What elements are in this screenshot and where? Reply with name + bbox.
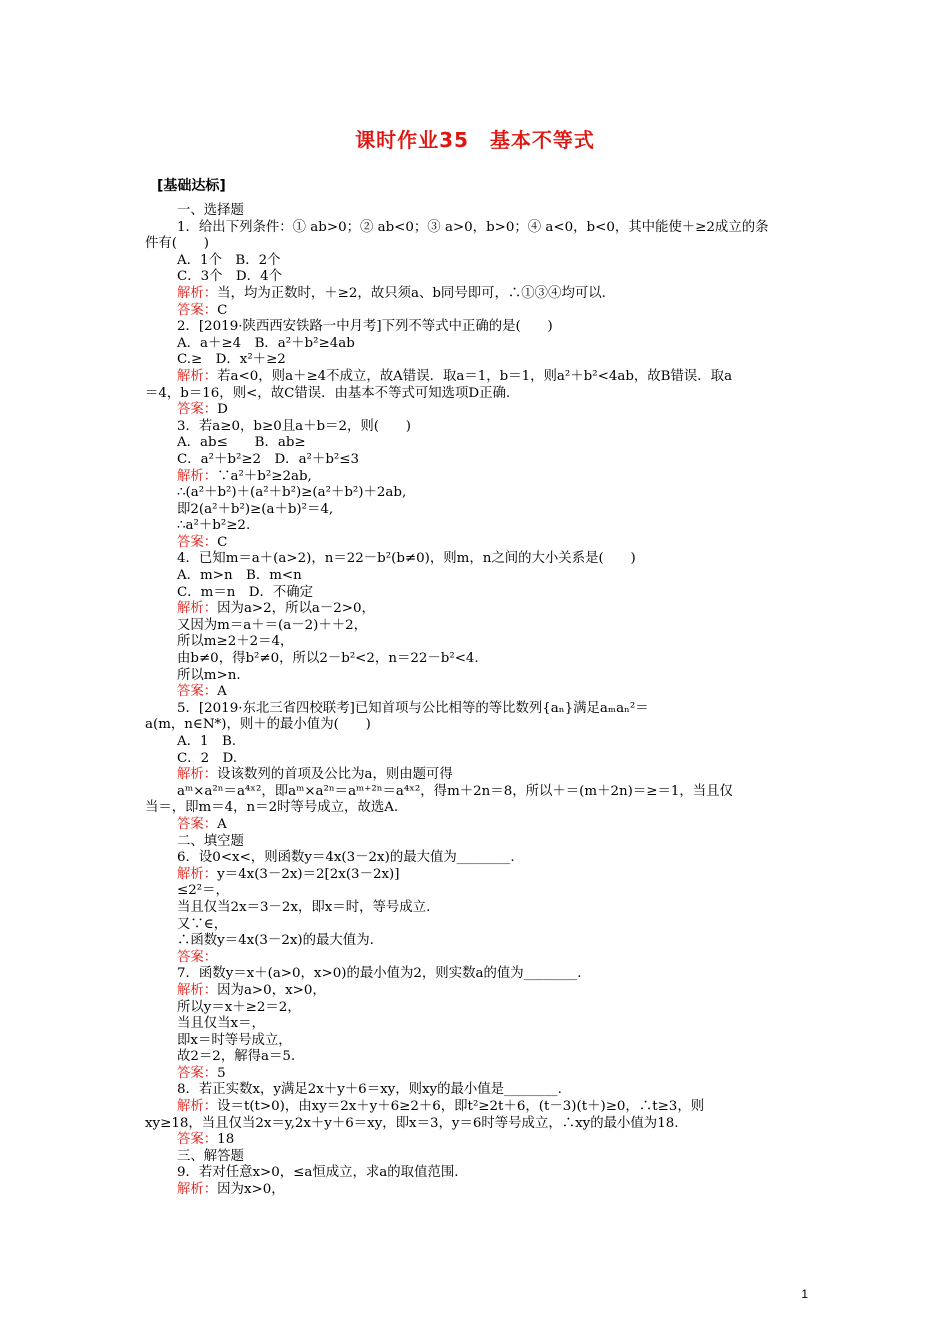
line-text: C．3个 D．4个 — [177, 269, 282, 285]
document-body — [145, 203, 810, 1199]
line-text: 所以y＝x＋≥2＝2， — [177, 999, 301, 1015]
line-text: 6．设0<x<，则函数y＝4x(3－2x)的最大值为________. — [177, 850, 515, 866]
text-line — [145, 502, 810, 519]
analysis-label: 解析： — [177, 368, 218, 384]
line-text: 设＝t(t>0)，由xy＝2x＋y＋6≥2＋6，即t²≥2t＋6，(t－3)(t＋)≥0，∴t≥3，则 — [217, 1099, 705, 1115]
line-text: ≤2²＝， — [177, 883, 229, 899]
text-line — [145, 917, 810, 934]
line-text: 4．已知m＝a＋(a>2)，n＝22－b²(b≠0)，则m，n之间的大小关系是( ) — [177, 551, 636, 567]
line-text: 所以m>n. — [177, 667, 241, 683]
text-line — [145, 966, 810, 983]
text-line — [145, 485, 810, 502]
text-line — [145, 269, 810, 286]
analysis-label: 解析： — [177, 601, 218, 617]
line-text: 即x＝时等号成立， — [177, 1032, 292, 1048]
text-line — [145, 220, 810, 237]
line-text: ∴(a²＋b²)＋(a²＋b²)≥(a²＋b²)＋2ab, — [177, 485, 407, 501]
line-text: C.≥ D．x²＋≥2 — [177, 352, 286, 368]
line-text: 8．若正实数x，y满足2x＋y＋6＝xy，则xy的最小值是________. — [177, 1082, 562, 1098]
line-text: C．2 D. — [177, 750, 238, 766]
line-text: C．a²＋b²≥2 D．a²＋b²≤3 — [177, 451, 359, 467]
text-line — [145, 303, 810, 320]
line-text: 又∵∈， — [177, 916, 228, 932]
text-line — [145, 203, 810, 220]
analysis-label: 解析： — [177, 1099, 218, 1115]
text-line — [145, 369, 810, 386]
line-text: 当＝，即m＝4，n＝2时等号成立，故选A. — [145, 800, 399, 816]
line-text: C — [217, 534, 228, 550]
line-text: ∴a²＋b²≥2. — [177, 518, 251, 534]
text-line — [145, 601, 810, 618]
line-text: 三、解答题 — [177, 1148, 244, 1164]
line-text: A．ab≤ B．ab≥ — [177, 435, 306, 451]
line-text: y＝4x(3－2x)＝2[2x(3－2x)] — [217, 866, 400, 882]
text-line — [145, 585, 810, 602]
text-line — [145, 1132, 810, 1149]
answer-label: 答案： — [177, 1132, 218, 1148]
line-text: 若a<0，则a＋≥4不成立，故A错误．取a＝1，b＝1，则a²＋b²<4ab，故B错误．取a — [217, 368, 733, 384]
analysis-label: 解析： — [177, 982, 218, 998]
text-line — [145, 701, 810, 718]
text-line — [145, 1149, 810, 1166]
line-text: A．1 B. — [177, 734, 237, 749]
text-line — [145, 286, 810, 303]
answer-label: 答案： — [177, 949, 218, 965]
line-text: 3．若a≥0，b≥0且a＋b＝2，则( ) — [177, 418, 411, 434]
line-text: ∴函数y＝4x(3－2x)的最大值为. — [177, 933, 374, 949]
line-text: 9．若对任意x>0，≤a恒成立，求a的取值范围. — [177, 1165, 459, 1181]
line-text: ∵a²＋b²≥2ab, — [217, 468, 312, 484]
text-line — [145, 983, 810, 1000]
text-line — [145, 784, 810, 801]
analysis-label: 解析： — [177, 285, 218, 301]
text-line — [145, 634, 810, 651]
line-text: 因为x>0， — [217, 1182, 285, 1198]
text-line — [145, 336, 810, 353]
analysis-label: 解析： — [177, 866, 218, 882]
answer-label: 答案： — [177, 684, 218, 700]
line-text: 因为a>2，所以a－2>0， — [217, 601, 375, 617]
text-line — [145, 767, 810, 784]
line-text: 由b≠0，得b²≠0，所以2－b²<2，n＝22－b²<4. — [177, 651, 479, 667]
text-line — [145, 435, 810, 452]
text-line — [145, 1116, 810, 1133]
analysis-label: 解析： — [177, 468, 218, 484]
answer-label: 答案： — [177, 1065, 218, 1081]
text-line — [145, 1182, 810, 1199]
text-line — [145, 1016, 810, 1033]
text-line — [145, 319, 810, 336]
line-text: 18 — [217, 1132, 235, 1148]
analysis-label: 解析： — [177, 1182, 218, 1198]
line-text: 所以m≥2＋2＝4， — [177, 634, 294, 650]
answer-label: 答案： — [177, 534, 218, 550]
text-line — [145, 402, 810, 419]
text-line — [145, 900, 810, 917]
line-text: 又因为m＝a＋＝(a－2)＋＋2， — [177, 617, 368, 633]
page-title: 课时作业35 基本不等式 — [355, 128, 595, 152]
text-line — [145, 1049, 810, 1066]
line-text: A — [217, 816, 227, 832]
line-text: C — [217, 302, 228, 318]
line-text: 5．[2019·东北三省四校联考]已知首项与公比相等的等比数列{aₙ}满足aₘaₙ²＝ — [177, 700, 649, 716]
text-line — [145, 883, 810, 900]
line-text: C．m＝n D．不确定 — [177, 584, 314, 600]
line-text: 一、选择题 — [177, 203, 244, 218]
line-text: 故2＝2，解得a＝5. — [177, 1049, 296, 1065]
text-line — [145, 452, 810, 469]
answer-label: 答案： — [177, 302, 218, 318]
text-line — [145, 668, 810, 685]
text-line — [145, 1165, 810, 1182]
text-line — [145, 1082, 810, 1099]
line-text: 1．给出下列条件：① ab>0；② ab<0；③ a>0，b>0；④ a<0，b<0，其中能使＋≥2成立的条 — [177, 219, 769, 235]
analysis-label: 解析： — [177, 767, 218, 783]
text-line — [145, 817, 810, 834]
line-text: ＝4，b＝16，则<，故C错误．由基本不等式可知选项D正确. — [145, 385, 511, 401]
text-line — [145, 469, 810, 486]
text-line — [145, 1033, 810, 1050]
text-line — [145, 352, 810, 369]
line-text: a(m，n∈N*)，则＋的最小值为( ) — [145, 717, 371, 733]
answer-label: 答案： — [177, 816, 218, 832]
line-text: aᵐ×a²ⁿ＝a⁴ˣ²，即aᵐ×a²ⁿ＝aᵐ⁺²ⁿ＝a⁴ˣ²，得m＋2n＝8，所以＋＝(m＋2n)＝≥＝1，当且仅 — [177, 783, 733, 799]
section-heading: [基础达标] — [157, 178, 226, 194]
line-text: 设该数列的首项及公比为a，则由题可得 — [217, 767, 453, 783]
text-line — [145, 1066, 810, 1083]
text-line — [145, 717, 810, 734]
text-line — [145, 1099, 810, 1116]
text-line — [145, 568, 810, 585]
text-line — [145, 834, 810, 851]
line-text: 5 — [217, 1065, 226, 1081]
line-text: xy≥18，当且仅当2x＝y,2x＋y＋6＝xy，即x＝3，y＝6时等号成立，∴xy的最小值为18. — [145, 1115, 679, 1131]
line-text: A．1个 B．2个 — [177, 252, 281, 268]
line-text: 2．[2019·陕西西安铁路一中月考]下列不等式中正确的是( ) — [177, 319, 553, 335]
text-line — [145, 551, 810, 568]
text-line — [145, 751, 810, 768]
line-text: 因为a>0，x>0， — [217, 982, 326, 998]
text-line — [145, 684, 810, 701]
line-text: 件有( ) — [145, 236, 210, 252]
text-line — [145, 933, 810, 950]
line-text: A．a＋≥4 B．a²＋b²≥4ab — [177, 335, 355, 351]
text-line — [145, 850, 810, 867]
page-number: 1 — [801, 1287, 808, 1301]
text-line — [145, 651, 810, 668]
line-text: D — [217, 402, 228, 418]
text-line — [145, 734, 810, 751]
line-text: 当且仅当x＝， — [177, 1016, 265, 1032]
text-line — [145, 419, 810, 436]
line-text: 当且仅当2x＝3－2x，即x＝时，等号成立. — [177, 899, 431, 915]
text-line — [145, 618, 810, 635]
answer-label: 答案： — [177, 402, 218, 418]
text-line — [145, 236, 810, 253]
text-line — [145, 867, 810, 884]
line-text: 即2(a²＋b²)≥(a＋b)²＝4, — [177, 501, 334, 517]
text-line — [145, 518, 810, 535]
line-text: 当，均为正数时，＋≥2，故只须a、b同号即可，∴①③④均可以. — [217, 285, 606, 301]
line-text: A — [217, 684, 227, 700]
text-line — [145, 1000, 810, 1017]
text-line — [145, 800, 810, 817]
line-text: 7．函数y＝x＋(a>0，x>0)的最小值为2，则实数a的值为________. — [177, 966, 582, 982]
text-line — [145, 386, 810, 403]
line-text: 二、填空题 — [177, 833, 244, 849]
text-line — [145, 535, 810, 552]
text-line — [145, 950, 810, 967]
text-line — [145, 253, 810, 270]
line-text: A．m>n B．m<n — [177, 568, 302, 584]
